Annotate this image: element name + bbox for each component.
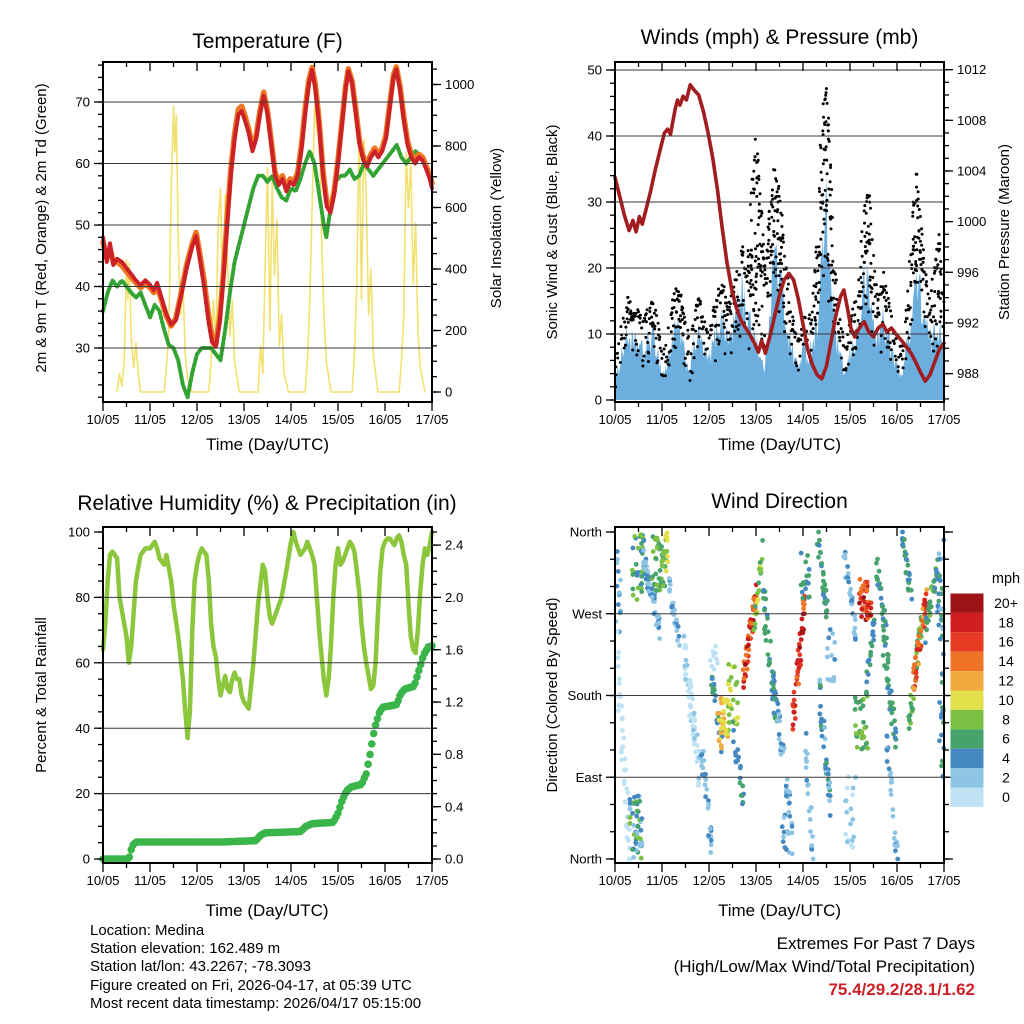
svg-text:30: 30 — [587, 194, 602, 210]
svg-text:8: 8 — [1002, 711, 1010, 728]
svg-text:40: 40 — [75, 720, 90, 736]
svg-text:10/05: 10/05 — [86, 873, 120, 888]
svg-text:14/05: 14/05 — [274, 412, 308, 427]
svg-text:11/05: 11/05 — [133, 412, 167, 427]
svg-text:17/05: 17/05 — [927, 873, 961, 888]
svg-text:East: East — [575, 769, 602, 785]
svg-text:800: 800 — [445, 138, 468, 154]
svg-text:16/05: 16/05 — [368, 412, 402, 427]
svg-text:1.6: 1.6 — [445, 642, 464, 658]
svg-text:North: North — [569, 524, 602, 540]
svg-text:996: 996 — [957, 264, 980, 280]
legend-swatch-6 — [951, 729, 984, 748]
svg-text:992: 992 — [957, 315, 980, 331]
svg-text:13/05: 13/05 — [227, 873, 261, 888]
svg-text:600: 600 — [445, 200, 468, 216]
svg-text:2.4: 2.4 — [445, 537, 464, 553]
svg-text:1000: 1000 — [957, 214, 987, 230]
svg-text:1.2: 1.2 — [445, 694, 464, 710]
station-latlon: Station lat/lon: 43.2267; -78.3093 — [90, 958, 312, 976]
temperature-x-axis-title: Time (Day/UTC) — [205, 435, 330, 454]
direction-axis-label: Direction (Colored By Speed) — [544, 597, 561, 793]
svg-text:16/05: 16/05 — [880, 873, 914, 888]
svg-text:16/05: 16/05 — [368, 873, 402, 888]
wind-direction-title: Wind Direction — [711, 490, 848, 513]
legend-swatch-0 — [951, 788, 984, 807]
legend-swatch-10 — [951, 691, 984, 710]
svg-text:11/05: 11/05 — [645, 412, 679, 427]
most-recent-data-timestamp: Most recent data timestamp: 2026/04/17 05:15:00 — [90, 994, 422, 1012]
temperature-title: Temperature (F) — [192, 30, 343, 53]
svg-text:988: 988 — [957, 366, 980, 382]
svg-text:13/05: 13/05 — [227, 412, 261, 427]
svg-text:13/05: 13/05 — [739, 873, 773, 888]
legend-swatch-18 — [951, 613, 984, 632]
extremes-subheading: (High/Low/Max Wind/Total Precipitation) — [673, 957, 975, 976]
solar-insolation-axis-label: Solar Insolation (Yellow) — [488, 147, 505, 309]
svg-text:10: 10 — [587, 326, 602, 342]
svg-text:12/05: 12/05 — [692, 412, 726, 427]
svg-text:200: 200 — [445, 323, 468, 339]
svg-text:11/05: 11/05 — [645, 873, 679, 888]
wind-gust-axis-label: Sonic Wind & Gust (Blue, Black) — [544, 124, 561, 340]
svg-text:50: 50 — [75, 217, 90, 233]
winds-plot — [615, 175, 944, 400]
svg-text:0: 0 — [1002, 788, 1010, 805]
legend-swatch-8 — [951, 710, 984, 729]
svg-text:1008: 1008 — [957, 112, 987, 128]
svg-text:0.4: 0.4 — [445, 799, 464, 815]
svg-text:0.0: 0.0 — [445, 851, 464, 867]
humidity-precip-title: Relative Humidity (%) & Precipitation (in) — [77, 492, 457, 515]
svg-text:18: 18 — [998, 614, 1014, 631]
station-elevation: Station elevation: 162.489 m — [90, 940, 281, 958]
svg-text:10/05: 10/05 — [598, 873, 632, 888]
svg-text:2: 2 — [1002, 769, 1010, 786]
station-metadata — [90, 922, 421, 1013]
svg-text:40: 40 — [75, 279, 90, 295]
speed-legend — [951, 594, 1018, 807]
station-location: Location: Medina — [90, 922, 205, 939]
svg-text:40: 40 — [587, 128, 602, 144]
svg-text:6: 6 — [1002, 730, 1010, 747]
svg-text:12/05: 12/05 — [180, 412, 214, 427]
svg-text:12/05: 12/05 — [692, 873, 726, 888]
svg-text:70: 70 — [75, 94, 90, 110]
figure-created-timestamp: Figure created on Fri, 2026-04-17, at 05:39 UTC — [90, 976, 412, 994]
svg-text:13/05: 13/05 — [739, 412, 773, 427]
humidity-x-axis-title: Time (Day/UTC) — [205, 901, 329, 920]
dewpoint-series — [103, 145, 432, 397]
wind-direction-axes — [568, 525, 961, 888]
svg-text:North: North — [569, 851, 602, 867]
temperature-left-axis-label: 2m & 9m T (Red, Orange) & 2m Td (Green) — [33, 83, 50, 373]
legend-swatch-14 — [951, 652, 984, 671]
svg-text:10/05: 10/05 — [86, 412, 120, 427]
svg-text:20+: 20+ — [994, 594, 1018, 611]
extremes-block — [575, 932, 975, 1001]
winds-x-axis-title: Time (Day/UTC) — [717, 435, 842, 454]
wind-direction-x-axis-title: Time (Day/UTC) — [717, 901, 842, 920]
svg-text:15/05: 15/05 — [833, 873, 867, 888]
svg-text:17/05: 17/05 — [415, 412, 449, 427]
svg-text:10: 10 — [998, 691, 1014, 708]
svg-text:1000: 1000 — [445, 77, 475, 93]
svg-text:100: 100 — [67, 524, 90, 540]
svg-text:60: 60 — [75, 655, 90, 671]
legend-swatch-4 — [951, 749, 984, 768]
winds-pressure-title: Winds (mph) & Pressure (mb) — [640, 26, 919, 49]
svg-text:400: 400 — [445, 261, 468, 277]
svg-text:15/05: 15/05 — [321, 412, 355, 427]
svg-text:16/05: 16/05 — [880, 412, 914, 427]
svg-text:16: 16 — [998, 633, 1014, 650]
svg-text:West: West — [572, 606, 602, 622]
svg-text:0: 0 — [594, 392, 602, 408]
extremes-value: 75.4/29.2/28.1/1.62 — [828, 980, 975, 999]
svg-text:2.0: 2.0 — [445, 590, 464, 605]
svg-text:14/05: 14/05 — [274, 873, 308, 888]
svg-text:12: 12 — [998, 672, 1014, 689]
sonic-wind-band — [615, 175, 944, 400]
svg-text:20: 20 — [75, 786, 90, 802]
svg-text:17/05: 17/05 — [415, 873, 449, 888]
legend-swatch-12 — [951, 671, 984, 690]
rainfall-dots — [99, 642, 436, 863]
svg-text:0: 0 — [445, 384, 453, 400]
svg-text:11/05: 11/05 — [133, 873, 167, 888]
svg-text:1004: 1004 — [957, 163, 987, 179]
svg-text:30: 30 — [75, 340, 90, 356]
svg-text:4: 4 — [1002, 750, 1010, 767]
legend-swatch-16 — [951, 632, 984, 651]
speed-legend-title: mph — [991, 571, 1021, 587]
svg-text:14/05: 14/05 — [786, 873, 820, 888]
svg-text:14/05: 14/05 — [786, 412, 820, 427]
station-pressure-axis-label: Station Pressure (Maroon) — [996, 144, 1013, 320]
svg-text:0: 0 — [82, 851, 90, 867]
svg-text:50: 50 — [587, 62, 602, 78]
svg-text:15/05: 15/05 — [833, 412, 867, 427]
svg-text:17/05: 17/05 — [927, 412, 961, 427]
percent-rainfall-axis-label: Percent & Total Rainfall — [33, 617, 50, 773]
svg-text:80: 80 — [75, 590, 90, 605]
svg-text:0.8: 0.8 — [445, 746, 464, 762]
svg-text:12/05: 12/05 — [180, 873, 214, 888]
svg-text:60: 60 — [75, 156, 90, 172]
svg-text:1012: 1012 — [957, 62, 987, 78]
svg-text:15/05: 15/05 — [321, 873, 355, 888]
svg-text:14: 14 — [998, 653, 1014, 670]
extremes-heading: Extremes For Past 7 Days — [776, 934, 975, 953]
svg-text:10/05: 10/05 — [598, 412, 632, 427]
svg-text:South: South — [567, 688, 602, 704]
legend-swatch-20+ — [951, 594, 984, 613]
svg-text:20: 20 — [587, 260, 602, 276]
legend-swatch-2 — [951, 768, 984, 787]
